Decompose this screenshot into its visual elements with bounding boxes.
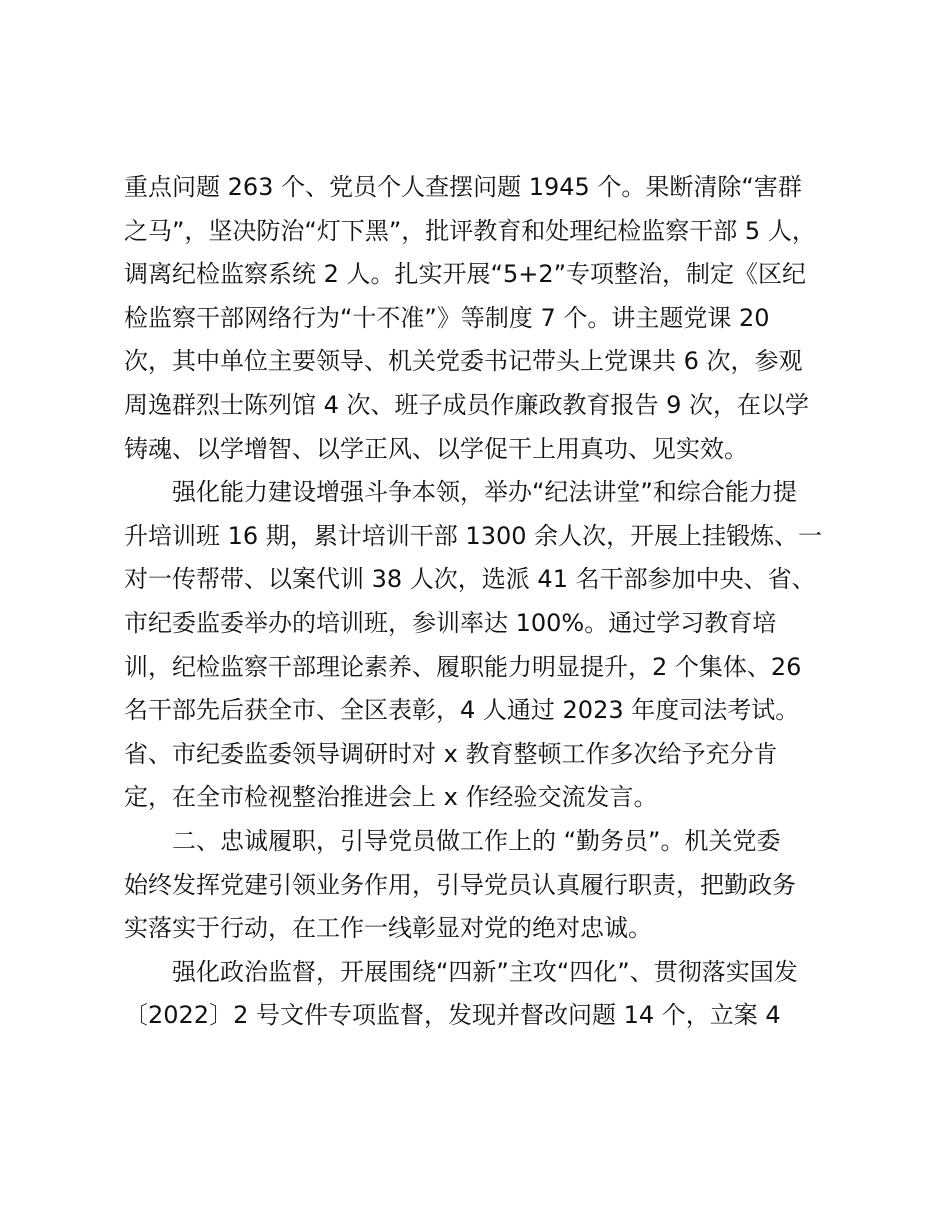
text-line: 〔2022〕2 号文件专项监督，发现并督改问题 14 个，立案 4 <box>124 1001 781 1030</box>
text-line: 重点问题 263 个、党员个人查摆问题 1945 个。果断清除“害群 <box>124 173 802 201</box>
text-line: 始终发挥党建引领业务作用，引导党员认真履行职责，把勤政务 <box>124 870 796 899</box>
text-line: 定，在全市检视整治推进会上 x 作经验交流发言。 <box>124 783 658 812</box>
text-line: 升培训班 16 期，累计培训干部 1300 余人次，开展上挂锻炼、一 <box>124 521 823 550</box>
text-line: 次，其中单位主要领导、机关党委书记带头上党课共 6 次，参观 <box>124 347 803 376</box>
text-line: 训，纪检监察干部理论素养、履职能力明显提升，2 个集体、26 <box>124 652 802 681</box>
text-line: 对一传帮带、以案代训 38 人次，选派 41 名干部参加中央、省、 <box>124 565 816 594</box>
text-line: 调离纪检监察系统 2 人。扎实开展“5+2”专项整治，制定《区纪 <box>124 260 807 289</box>
text-line: 铸魂、以学增智、以学正风、以学促干上用真功、见实效。 <box>124 434 748 463</box>
text-line: 二、忠诚履职，引导党员做工作上的 “勤务员”。机关党委 <box>124 826 781 855</box>
text-line: 周逸群烈士陈列馆 4 次、班子成员作廉政教育报告 9 次，在以学 <box>124 390 810 419</box>
text-line: 名干部先后获全市、全区表彰，4 人通过 2023 年度司法考试。 <box>124 696 800 725</box>
text-line: 省、市纪委监委领导调研时对 x 教育整顿工作多次给予充分肯 <box>124 739 778 768</box>
text-line: 实落实于行动，在工作一线彰显对党的绝对忠诚。 <box>124 914 652 943</box>
text-line: 强化政治监督，开展围绕“四新”主攻“四化”、贯彻落实国发 <box>124 957 798 986</box>
text-line: 之马”，坚决防治“灯下黑”，批评教育和处理纪检监察干部 5 人， <box>124 216 816 245</box>
text-line: 强化能力建设增强斗争本领，举办“纪法讲堂”和综合能力提 <box>124 478 797 507</box>
text-line: 检监察干部网络行为“十不准”》等制度 7 个。讲主题党课 20 <box>124 303 770 332</box>
text-line: 市纪委监委举办的培训班，参训率达 100%。通过学习教育培 <box>124 608 777 637</box>
body-text <box>124 166 844 1038</box>
